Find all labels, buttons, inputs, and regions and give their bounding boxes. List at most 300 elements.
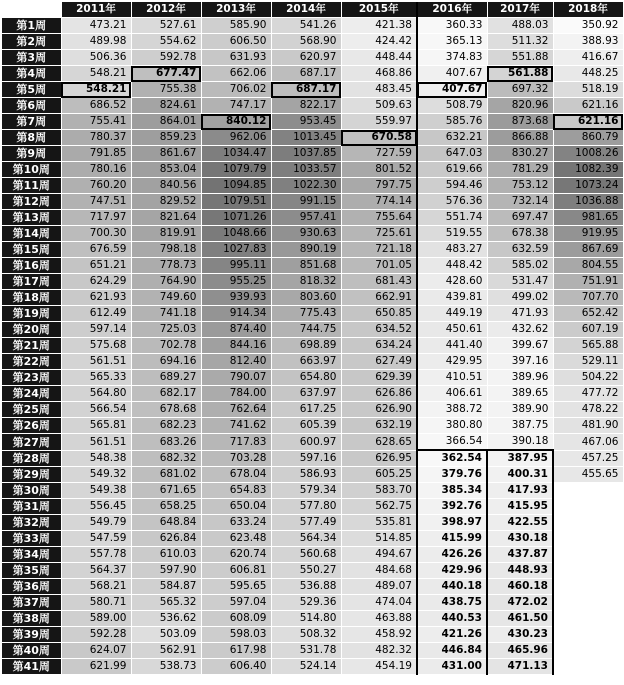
week-label: 第28周 — [2, 450, 61, 467]
value-cell: 629.39 — [341, 370, 417, 386]
year-header: 2016年 — [417, 2, 487, 18]
value-cell: 689.27 — [131, 370, 201, 386]
value-cell: 441.40 — [417, 338, 487, 354]
value-cell: 549.32 — [61, 467, 131, 483]
value-cell: 365.13 — [417, 34, 487, 50]
value-cell: 565.81 — [61, 418, 131, 434]
table-row — [2, 483, 623, 499]
value-cell: 764.90 — [131, 274, 201, 290]
value-cell: 608.09 — [201, 611, 271, 627]
value-cell: 631.93 — [201, 50, 271, 66]
value-cell: 556.45 — [61, 499, 131, 515]
value-cell: 703.28 — [201, 450, 271, 467]
value-cell: 541.26 — [271, 18, 341, 34]
value-cell: 597.14 — [61, 322, 131, 338]
value-cell: 548.38 — [61, 450, 131, 467]
value-cell: 564.37 — [61, 563, 131, 579]
week-label: 第3周 — [2, 50, 61, 66]
value-cell: 650.85 — [341, 306, 417, 322]
value-cell: 566.54 — [61, 402, 131, 418]
value-cell: 873.68 — [487, 114, 553, 130]
value-cell: 557.78 — [61, 547, 131, 563]
value-cell: 438.75 — [417, 595, 487, 611]
value-cell — [553, 499, 623, 515]
week-label: 第32周 — [2, 515, 61, 531]
value-cell: 654.80 — [271, 370, 341, 386]
value-cell: 472.02 — [487, 595, 553, 611]
table-row — [2, 450, 623, 467]
value-cell: 682.17 — [131, 386, 201, 402]
value-cell: 624.29 — [61, 274, 131, 290]
value-cell: 437.87 — [487, 547, 553, 563]
table-row — [2, 210, 623, 226]
value-cell: 562.91 — [131, 643, 201, 659]
value-cell: 585.02 — [487, 258, 553, 274]
value-cell: 550.27 — [271, 563, 341, 579]
corner-cell — [2, 2, 61, 18]
value-cell: 626.84 — [131, 531, 201, 547]
value-cell: 568.21 — [61, 579, 131, 595]
value-cell: 844.16 — [201, 338, 271, 354]
value-cell: 621.93 — [61, 290, 131, 306]
value-cell: 503.09 — [131, 627, 201, 643]
week-label: 第41周 — [2, 659, 61, 675]
value-cell: 702.78 — [131, 338, 201, 354]
value-cell: 511.32 — [487, 34, 553, 50]
value-cell: 694.16 — [131, 354, 201, 370]
value-cell: 621.16 — [553, 114, 623, 130]
value-cell: 706.02 — [201, 82, 271, 98]
value-cell: 407.67 — [417, 82, 487, 98]
value-cell: 389.90 — [487, 402, 553, 418]
value-cell: 531.47 — [487, 274, 553, 290]
week-label: 第31周 — [2, 499, 61, 515]
table-row — [2, 66, 623, 82]
value-cell: 619.66 — [417, 162, 487, 178]
value-cell: 551.88 — [487, 50, 553, 66]
value-cell: 600.97 — [271, 434, 341, 451]
value-cell — [553, 611, 623, 627]
value-cell: 634.24 — [341, 338, 417, 354]
value-cell: 824.61 — [131, 98, 201, 114]
value-cell: 597.04 — [201, 595, 271, 611]
value-cell: 626.86 — [341, 386, 417, 402]
value-cell: 460.18 — [487, 579, 553, 595]
year-header: 2015年 — [341, 2, 417, 18]
value-cell: 867.69 — [553, 242, 623, 258]
value-cell: 519.55 — [417, 226, 487, 242]
value-cell: 598.03 — [201, 627, 271, 643]
value-cell: 612.49 — [61, 306, 131, 322]
value-cell: 698.89 — [271, 338, 341, 354]
table-row — [2, 162, 623, 178]
table-row — [2, 402, 623, 418]
table-row — [2, 242, 623, 258]
week-label: 第5周 — [2, 82, 61, 98]
value-cell: 548.21 — [61, 82, 131, 98]
table-row — [2, 146, 623, 162]
value-cell: 621.16 — [553, 98, 623, 114]
value-cell: 620.97 — [271, 50, 341, 66]
value-cell: 953.45 — [271, 114, 341, 130]
value-cell: 780.37 — [61, 130, 131, 146]
value-cell: 389.96 — [487, 370, 553, 386]
value-cell: 430.23 — [487, 627, 553, 643]
week-label: 第12周 — [2, 194, 61, 210]
table-row — [2, 434, 623, 451]
value-cell: 514.80 — [271, 611, 341, 627]
week-label: 第36周 — [2, 579, 61, 595]
value-cell: 579.34 — [271, 483, 341, 499]
week-label: 第25周 — [2, 402, 61, 418]
value-cell: 397.16 — [487, 354, 553, 370]
week-label: 第18周 — [2, 290, 61, 306]
value-cell: 509.63 — [341, 98, 417, 114]
value-cell: 632.21 — [417, 130, 487, 146]
value-cell: 400.31 — [487, 467, 553, 483]
value-cell: 775.43 — [271, 306, 341, 322]
value-cell: 440.53 — [417, 611, 487, 627]
value-cell: 727.59 — [341, 146, 417, 162]
value-cell: 561.88 — [487, 66, 553, 82]
value-cell: 1094.85 — [201, 178, 271, 194]
table-row — [2, 338, 623, 354]
value-cell: 617.98 — [201, 643, 271, 659]
value-cell: 551.74 — [417, 210, 487, 226]
value-cell — [553, 643, 623, 659]
week-label: 第9周 — [2, 146, 61, 162]
value-cell: 919.95 — [553, 226, 623, 242]
value-cell: 1022.30 — [271, 178, 341, 194]
value-cell: 564.80 — [61, 386, 131, 402]
value-cell: 529.11 — [553, 354, 623, 370]
value-cell: 594.46 — [417, 178, 487, 194]
value-cell: 410.51 — [417, 370, 487, 386]
value-cell: 388.72 — [417, 402, 487, 418]
value-cell: 565.32 — [131, 595, 201, 611]
week-label: 第37周 — [2, 595, 61, 611]
value-cell: 623.48 — [201, 531, 271, 547]
value-cell: 780.16 — [61, 162, 131, 178]
value-cell: 415.99 — [417, 531, 487, 547]
value-cell — [553, 659, 623, 675]
value-cell: 449.19 — [417, 306, 487, 322]
value-cell: 1033.57 — [271, 162, 341, 178]
week-label: 第39周 — [2, 627, 61, 643]
value-cell: 995.11 — [201, 258, 271, 274]
value-cell: 467.06 — [553, 434, 623, 451]
value-cell: 654.83 — [201, 483, 271, 499]
value-cell: 589.00 — [61, 611, 131, 627]
value-cell: 874.40 — [201, 322, 271, 338]
value-cell — [553, 563, 623, 579]
table-row — [2, 595, 623, 611]
value-cell: 650.04 — [201, 499, 271, 515]
value-cell: 529.36 — [271, 595, 341, 611]
value-cell: 538.73 — [131, 659, 201, 675]
week-label: 第40周 — [2, 643, 61, 659]
value-cell: 592.78 — [131, 50, 201, 66]
week-label: 第4周 — [2, 66, 61, 82]
value-cell — [553, 515, 623, 531]
value-cell: 549.38 — [61, 483, 131, 499]
value-cell: 626.95 — [341, 450, 417, 467]
value-cell: 744.75 — [271, 322, 341, 338]
value-cell: 474.04 — [341, 595, 417, 611]
value-cell — [553, 483, 623, 499]
value-cell: 562.75 — [341, 499, 417, 515]
value-cell: 648.84 — [131, 515, 201, 531]
value-cell: 471.93 — [487, 306, 553, 322]
value-cell: 448.25 — [553, 66, 623, 82]
value-cell: 448.93 — [487, 563, 553, 579]
value-cell: 488.03 — [487, 18, 553, 34]
value-cell: 822.17 — [271, 98, 341, 114]
value-cell: 701.05 — [341, 258, 417, 274]
value-cell: 379.76 — [417, 467, 487, 483]
value-cell: 957.41 — [271, 210, 341, 226]
value-cell: 366.54 — [417, 434, 487, 451]
value-cell: 478.22 — [553, 402, 623, 418]
weekly-price-table — [2, 2, 624, 675]
value-cell: 350.92 — [553, 18, 623, 34]
value-cell: 595.65 — [201, 579, 271, 595]
value-cell: 489.07 — [341, 579, 417, 595]
value-cell: 859.23 — [131, 130, 201, 146]
value-cell: 804.55 — [553, 258, 623, 274]
value-cell: 1079.79 — [201, 162, 271, 178]
value-cell: 840.56 — [131, 178, 201, 194]
value-cell: 421.26 — [417, 627, 487, 643]
table-row — [2, 82, 623, 98]
value-cell: 725.61 — [341, 226, 417, 242]
value-cell: 747.17 — [201, 98, 271, 114]
value-cell: 682.23 — [131, 418, 201, 434]
value-cell: 387.95 — [487, 450, 553, 467]
value-cell: 991.15 — [271, 194, 341, 210]
value-cell: 707.70 — [553, 290, 623, 306]
value-cell: 801.52 — [341, 162, 417, 178]
value-cell: 762.64 — [201, 402, 271, 418]
value-cell: 577.80 — [271, 499, 341, 515]
value-cell: 421.38 — [341, 18, 417, 34]
value-cell: 821.64 — [131, 210, 201, 226]
table-row — [2, 611, 623, 627]
value-cell: 597.16 — [271, 450, 341, 467]
year-header: 2018年 — [553, 2, 623, 18]
value-cell: 860.79 — [553, 130, 623, 146]
week-label: 第26周 — [2, 418, 61, 434]
value-cell: 605.25 — [341, 467, 417, 483]
table-row — [2, 515, 623, 531]
value-cell: 798.18 — [131, 242, 201, 258]
week-label: 第15周 — [2, 242, 61, 258]
value-cell: 647.03 — [417, 146, 487, 162]
week-label: 第33周 — [2, 531, 61, 547]
value-cell: 431.00 — [417, 659, 487, 675]
table-row — [2, 258, 623, 274]
value-cell: 504.22 — [553, 370, 623, 386]
table-row — [2, 50, 623, 66]
value-cell: 717.83 — [201, 434, 271, 451]
value-cell: 681.02 — [131, 467, 201, 483]
table-row — [2, 370, 623, 386]
value-cell: 1082.39 — [553, 162, 623, 178]
value-cell: 1037.85 — [271, 146, 341, 162]
value-cell: 547.59 — [61, 531, 131, 547]
value-cell: 554.62 — [131, 34, 201, 50]
table-row — [2, 467, 623, 483]
value-cell: 632.59 — [487, 242, 553, 258]
value-cell — [553, 595, 623, 611]
value-cell: 717.97 — [61, 210, 131, 226]
value-cell: 955.25 — [201, 274, 271, 290]
value-cell: 930.63 — [271, 226, 341, 242]
table-row — [2, 18, 623, 34]
value-cell: 536.62 — [131, 611, 201, 627]
value-cell: 592.28 — [61, 627, 131, 643]
value-cell: 499.02 — [487, 290, 553, 306]
value-cell: 580.71 — [61, 595, 131, 611]
table-row — [2, 194, 623, 210]
value-cell: 652.42 — [553, 306, 623, 322]
value-cell: 426.26 — [417, 547, 487, 563]
table-row — [2, 563, 623, 579]
value-cell: 606.81 — [201, 563, 271, 579]
value-cell — [553, 531, 623, 547]
value-cell: 663.97 — [271, 354, 341, 370]
value-cell: 430.18 — [487, 531, 553, 547]
value-cell: 561.51 — [61, 434, 131, 451]
value-cell: 606.50 — [201, 34, 271, 50]
value-cell: 633.24 — [201, 515, 271, 531]
table-row — [2, 274, 623, 290]
value-cell: 440.18 — [417, 579, 487, 595]
value-cell: 1034.47 — [201, 146, 271, 162]
value-cell: 732.14 — [487, 194, 553, 210]
value-cell: 565.33 — [61, 370, 131, 386]
table-row — [2, 226, 623, 242]
value-cell: 678.38 — [487, 226, 553, 242]
value-cell: 840.12 — [201, 114, 271, 130]
value-cell: 1073.24 — [553, 178, 623, 194]
value-cell: 605.39 — [271, 418, 341, 434]
value-cell: 962.06 — [201, 130, 271, 146]
value-cell: 575.68 — [61, 338, 131, 354]
value-cell: 489.98 — [61, 34, 131, 50]
value-cell: 627.49 — [341, 354, 417, 370]
table-row — [2, 531, 623, 547]
value-cell: 637.97 — [271, 386, 341, 402]
value-cell: 751.91 — [553, 274, 623, 290]
week-label: 第10周 — [2, 162, 61, 178]
value-cell: 981.65 — [553, 210, 623, 226]
value-cell: 374.83 — [417, 50, 487, 66]
table-row — [2, 499, 623, 515]
value-cell: 380.80 — [417, 418, 487, 434]
table-row — [2, 547, 623, 563]
value-cell: 561.51 — [61, 354, 131, 370]
value-cell: 416.67 — [553, 50, 623, 66]
value-cell: 428.60 — [417, 274, 487, 290]
value-cell: 387.75 — [487, 418, 553, 434]
value-cell: 1079.51 — [201, 194, 271, 210]
value-cell: 422.55 — [487, 515, 553, 531]
value-cell: 851.68 — [271, 258, 341, 274]
value-cell: 565.88 — [553, 338, 623, 354]
value-cell: 458.92 — [341, 627, 417, 643]
week-label: 第7周 — [2, 114, 61, 130]
value-cell: 755.64 — [341, 210, 417, 226]
value-cell: 687.17 — [271, 66, 341, 82]
value-cell: 527.61 — [131, 18, 201, 34]
table-row — [2, 579, 623, 595]
value-cell: 531.78 — [271, 643, 341, 659]
value-cell: 494.67 — [341, 547, 417, 563]
value-cell: 774.14 — [341, 194, 417, 210]
year-header: 2014年 — [271, 2, 341, 18]
value-cell: 634.52 — [341, 322, 417, 338]
value-cell: 1071.26 — [201, 210, 271, 226]
year-header: 2017年 — [487, 2, 553, 18]
value-cell: 682.32 — [131, 450, 201, 467]
week-label: 第29周 — [2, 467, 61, 483]
value-cell: 818.32 — [271, 274, 341, 290]
value-cell: 866.88 — [487, 130, 553, 146]
week-label: 第35周 — [2, 563, 61, 579]
value-cell: 1048.66 — [201, 226, 271, 242]
value-cell: 389.65 — [487, 386, 553, 402]
value-cell: 607.19 — [553, 322, 623, 338]
week-label: 第21周 — [2, 338, 61, 354]
week-label: 第24周 — [2, 386, 61, 402]
value-cell: 585.90 — [201, 18, 271, 34]
value-cell: 392.76 — [417, 499, 487, 515]
value-cell: 454.19 — [341, 659, 417, 675]
value-cell: 424.42 — [341, 34, 417, 50]
value-cell: 514.85 — [341, 531, 417, 547]
value-cell: 432.62 — [487, 322, 553, 338]
value-cell: 658.25 — [131, 499, 201, 515]
value-cell: 700.30 — [61, 226, 131, 242]
week-label: 第2周 — [2, 34, 61, 50]
value-cell: 417.93 — [487, 483, 553, 499]
value-cell: 939.93 — [201, 290, 271, 306]
value-cell: 471.13 — [487, 659, 553, 675]
value-cell: 687.17 — [271, 82, 341, 98]
value-cell: 362.54 — [417, 450, 487, 467]
value-cell: 484.68 — [341, 563, 417, 579]
value-cell: 406.61 — [417, 386, 487, 402]
value-cell: 721.18 — [341, 242, 417, 258]
week-label: 第22周 — [2, 354, 61, 370]
week-label: 第13周 — [2, 210, 61, 226]
week-label: 第14周 — [2, 226, 61, 242]
value-cell: 577.49 — [271, 515, 341, 531]
value-cell: 448.42 — [417, 258, 487, 274]
value-cell: 506.36 — [61, 50, 131, 66]
value-cell: 890.19 — [271, 242, 341, 258]
value-cell: 861.67 — [131, 146, 201, 162]
value-cell: 676.59 — [61, 242, 131, 258]
table-row — [2, 34, 623, 50]
week-label: 第27周 — [2, 434, 61, 451]
value-cell: 1008.26 — [553, 146, 623, 162]
year-header: 2011年 — [61, 2, 131, 18]
value-cell: 481.90 — [553, 418, 623, 434]
week-label: 第1周 — [2, 18, 61, 34]
value-cell — [553, 547, 623, 563]
